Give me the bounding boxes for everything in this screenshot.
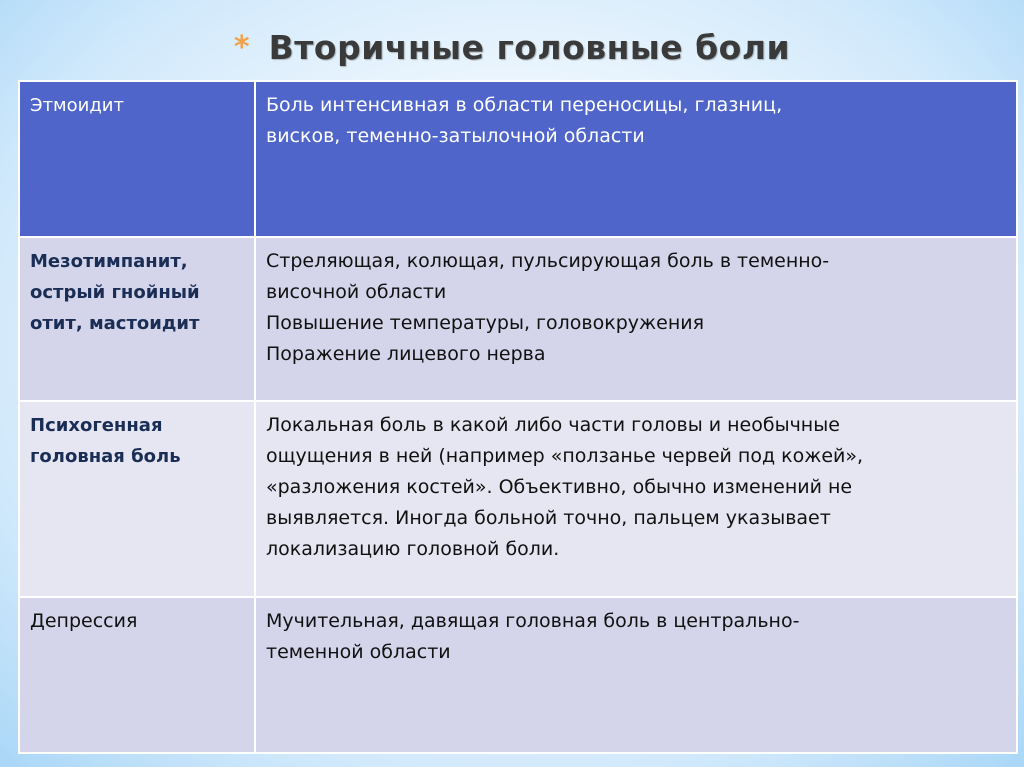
condition-label: Мезотимпанит, [30, 251, 188, 272]
description-cell [255, 237, 1017, 401]
condition-label: Этмоидит [30, 95, 124, 116]
slide-title: Вторичные головные боли [268, 28, 791, 67]
description-line: ощущения в ней (например «ползанье червей под кожей», [266, 445, 864, 467]
description-line: Стреляющая, колющая, пульсирующая боль в теменно- [266, 250, 830, 272]
condition-cell [19, 401, 255, 597]
description-line: висков, теменно-затылочной области [266, 125, 645, 147]
description-line: Мучительная, давящая головная боль в центрально- [266, 610, 800, 632]
table-row-ethmoiditis [19, 81, 1017, 237]
description-line: Повышение температуры, головокружения [266, 312, 705, 334]
description-line: «разложения костей». Объективно, обычно изменений не [266, 476, 853, 498]
condition-label: острый гнойный [30, 282, 200, 303]
condition-label: Депрессия [30, 610, 138, 632]
description-cell [255, 401, 1017, 597]
description-line: Боль интенсивная в области переносицы, глазниц, [266, 94, 783, 116]
description-line: локализацию головной боли. [266, 538, 560, 560]
condition-cell [19, 81, 255, 237]
table-row-depression [19, 597, 1017, 753]
condition-cell [19, 237, 255, 401]
condition-label: отит, мастоидит [30, 313, 200, 334]
slide-title-area [0, 28, 1024, 67]
description-cell [255, 81, 1017, 237]
table-row-mesotympanitis [19, 237, 1017, 401]
asterisk-icon: * [233, 30, 250, 65]
description-line: височной области [266, 281, 447, 303]
condition-label: Психогенная [30, 415, 163, 436]
description-line: выявляется. Иногда больной точно, пальцем указывает [266, 507, 831, 529]
description-line: Локальная боль в какой либо части головы и необычные [266, 414, 840, 436]
description-line: теменной области [266, 641, 451, 663]
description-cell [255, 597, 1017, 753]
condition-cell [19, 597, 255, 753]
description-line: Поражение лицевого нерва [266, 343, 546, 365]
condition-label: головная боль [30, 446, 181, 467]
headache-table [18, 80, 1018, 754]
table-row-psychogenic [19, 401, 1017, 597]
